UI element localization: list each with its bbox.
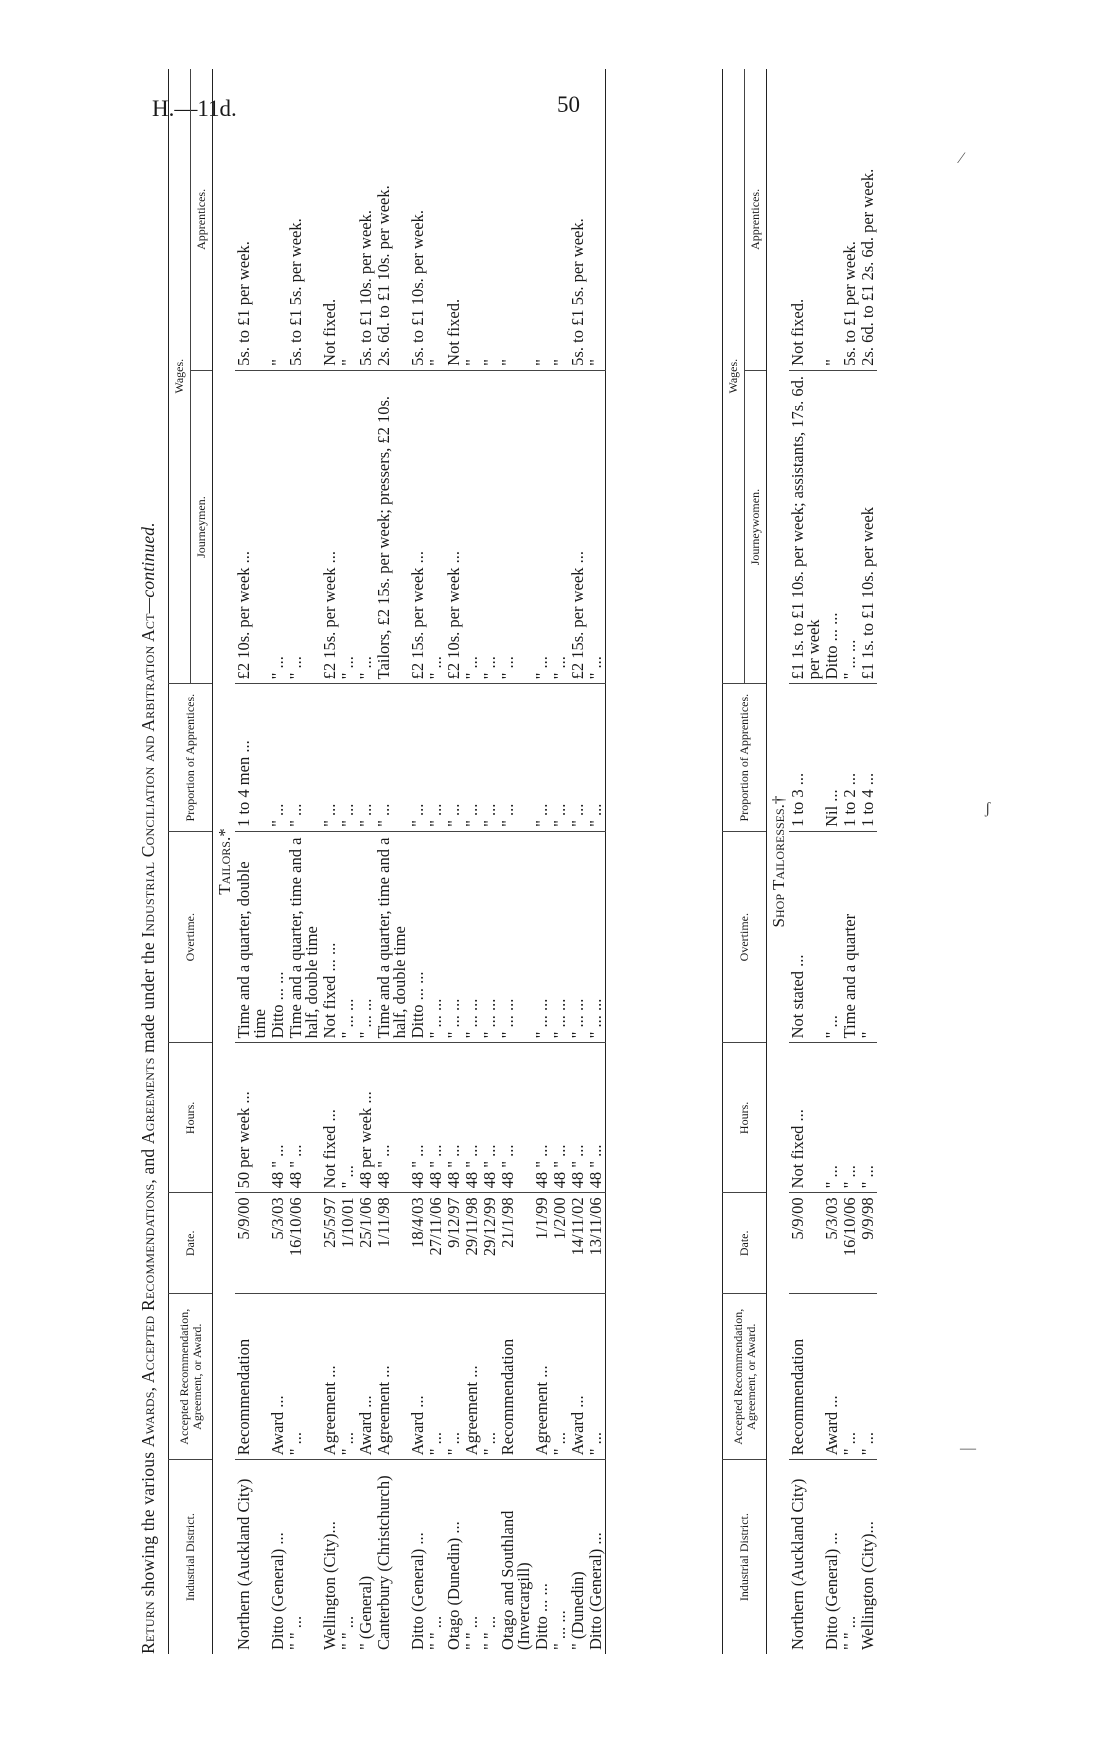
cell-proportion: " ... bbox=[533, 684, 551, 832]
table-row bbox=[841, 69, 859, 1654]
cell-journeywomen: " ... ... bbox=[841, 370, 859, 684]
cell-district: " (General) bbox=[357, 1460, 375, 1654]
ink-speck: — bbox=[960, 1440, 976, 1457]
cell-date: 5/3/03 bbox=[269, 1193, 287, 1294]
cell-journeymen: " ... bbox=[551, 370, 569, 684]
cell-type: " ... bbox=[339, 1294, 357, 1460]
header-row bbox=[723, 69, 745, 1654]
cell-proportion: Nil ... bbox=[823, 684, 841, 832]
cell-type: Recommendation bbox=[235, 1294, 269, 1460]
tailors-table bbox=[168, 69, 606, 1654]
cell-hours: 48 " ... bbox=[427, 1043, 445, 1193]
col-overtime: Overtime. bbox=[723, 831, 767, 1042]
cell-district: Ditto (General) ... bbox=[269, 1460, 287, 1654]
cell-type: Award ... bbox=[823, 1294, 841, 1460]
table-row bbox=[409, 69, 427, 1654]
col-wages: Wages. bbox=[169, 69, 191, 684]
table-row bbox=[357, 69, 375, 1654]
rotated-table-page bbox=[132, 52, 1052, 1654]
cell-date: 9/12/97 bbox=[445, 1193, 463, 1294]
table-row bbox=[269, 69, 287, 1654]
cell-proportion: " ... bbox=[587, 684, 606, 832]
cell-proportion: " ... bbox=[499, 684, 533, 832]
table-row bbox=[499, 69, 533, 1654]
cell-apprentices: " bbox=[338, 359, 357, 366]
cell-proportion: " ... bbox=[287, 684, 321, 832]
col-hours: Hours. bbox=[723, 1043, 767, 1193]
table-row bbox=[427, 69, 445, 1654]
cell-overtime: " bbox=[859, 831, 877, 1042]
cell-district: Northern (Auckland City) bbox=[789, 1460, 823, 1654]
cell-apprentices: " bbox=[586, 359, 605, 366]
cell-overtime: " ... ... bbox=[481, 831, 499, 1042]
cell-district: " " ... bbox=[463, 1460, 481, 1654]
table-row bbox=[321, 69, 339, 1654]
cell-journeymen: £2 15s. per week ... bbox=[409, 370, 427, 684]
table-row bbox=[823, 69, 841, 1654]
cell-type: Agreement ... bbox=[375, 1294, 409, 1460]
cell-journeymen: " ... bbox=[499, 370, 533, 684]
cell-hours: " ... bbox=[823, 1043, 841, 1193]
cell-hours: 48 per week ... bbox=[357, 1043, 375, 1193]
cell-apprentices: " bbox=[426, 359, 445, 366]
cell-overtime: Time and a quarter, time and a half, double time bbox=[375, 831, 409, 1042]
cell-journeymen: Tailors, £2 15s. per week; pressers, £2 10s. bbox=[375, 370, 409, 684]
cell-hours: 50 per week ... bbox=[235, 1043, 269, 1193]
table-row bbox=[789, 69, 823, 1654]
col-proportion: Proportion of Apprentices. bbox=[723, 684, 767, 832]
table-row bbox=[287, 69, 321, 1654]
cell-date: 16/10/06 bbox=[287, 1193, 321, 1294]
table-row bbox=[569, 69, 587, 1654]
cell-overtime: " ... ... bbox=[533, 831, 551, 1042]
table-row bbox=[551, 69, 569, 1654]
section-heading bbox=[767, 69, 790, 1654]
cell-apprentices: Not fixed. bbox=[444, 298, 463, 366]
cell-proportion: " ... bbox=[445, 684, 463, 832]
cell-date: 1/11/98 bbox=[375, 1193, 409, 1294]
cell-overtime: " ... ... bbox=[339, 831, 357, 1042]
cell-hours: Not fixed ... bbox=[789, 1043, 823, 1193]
col-accepted: Accepted Recommendation, Agreement, or Award. bbox=[723, 1294, 767, 1460]
cell-date: 9/9/98 bbox=[859, 1193, 877, 1294]
cell-apprentices: " bbox=[498, 359, 517, 366]
cell-date: 29/12/99 bbox=[481, 1193, 499, 1294]
table-row bbox=[587, 69, 606, 1654]
cell-date: 5/3/03 bbox=[823, 1193, 841, 1294]
table-row bbox=[445, 69, 463, 1654]
cell-date: 27/11/06 bbox=[427, 1193, 445, 1294]
cell-overtime: " ... ... bbox=[551, 831, 569, 1042]
cell-journeywomen: Ditto ... ... bbox=[823, 370, 841, 684]
cell-apprentices: 2s. 6d. to £1 10s. per week. bbox=[374, 185, 393, 366]
cell-district: " " ... bbox=[339, 1460, 357, 1654]
cell-journeymen: £2 10s. per week ... bbox=[235, 370, 269, 684]
cell-district: " (Dunedin) bbox=[569, 1460, 587, 1654]
table-row bbox=[463, 69, 481, 1654]
cell-district: Otago (Dunedin) ... bbox=[445, 1460, 463, 1654]
cell-apprentices: 5s. to £1 10s. per week. bbox=[356, 210, 375, 366]
col-district: Industrial District. bbox=[723, 1460, 767, 1654]
cell-district: " " ... bbox=[287, 1460, 321, 1654]
col-proportion: Proportion of Apprentices. bbox=[169, 684, 213, 832]
tailors-body bbox=[213, 69, 606, 1654]
col-district: Industrial District. bbox=[169, 1460, 213, 1654]
cell-journeymen: " ... bbox=[533, 370, 551, 684]
cell-hours: 48 " ... bbox=[551, 1043, 569, 1193]
cell-overtime: " ... ... bbox=[427, 831, 445, 1042]
cell-district: " ... ... bbox=[551, 1460, 569, 1654]
cell-type: Award ... bbox=[409, 1294, 427, 1460]
col-date: Date. bbox=[169, 1193, 213, 1294]
cell-overtime: " ... ... bbox=[357, 831, 375, 1042]
cell-date: 18/4/03 bbox=[409, 1193, 427, 1294]
cell-hours: " ... bbox=[339, 1043, 357, 1193]
cell-journeymen: " ... bbox=[463, 370, 481, 684]
cell-date: 5/9/00 bbox=[789, 1193, 823, 1294]
cell-district: Ditto ... ... bbox=[533, 1460, 551, 1654]
table-row bbox=[533, 69, 551, 1654]
cell-hours: 48 " ... bbox=[463, 1043, 481, 1193]
cell-apprentices: Not fixed. bbox=[788, 298, 807, 366]
cell-overtime: Ditto ... ... bbox=[269, 831, 287, 1042]
cell-hours: 48 " ... bbox=[481, 1043, 499, 1193]
cell-district: " " ... bbox=[481, 1460, 499, 1654]
table-row bbox=[481, 69, 499, 1654]
col-date: Date. bbox=[723, 1193, 767, 1294]
cell-overtime: " ... ... bbox=[463, 831, 481, 1042]
cell-journeymen: " ... bbox=[269, 370, 287, 684]
cell-proportion: " ... bbox=[481, 684, 499, 832]
tailoresses-body bbox=[767, 69, 878, 1654]
cell-type: " ... bbox=[859, 1294, 877, 1460]
page-number: 50 bbox=[557, 92, 580, 117]
table-row bbox=[859, 69, 877, 1654]
cell-district: Ditto (General) ... bbox=[409, 1460, 427, 1654]
cell-type: Agreement ... bbox=[321, 1294, 339, 1460]
cell-apprentices: " bbox=[462, 359, 481, 366]
cell-journeymen: £2 15s. per week ... bbox=[569, 370, 587, 684]
cell-type: Recommendation bbox=[499, 1294, 533, 1460]
return-title: Return showing the various Awards, Accepted Recommendations, and Agreements made under the Industrial Conciliation and Arbitration Act—continued. bbox=[138, 522, 158, 1654]
table-row bbox=[235, 69, 269, 1654]
cell-date: 13/11/06 bbox=[587, 1193, 606, 1294]
cell-type: " ... bbox=[445, 1294, 463, 1460]
section-heading bbox=[213, 69, 236, 1654]
cell-proportion: " ... bbox=[321, 684, 339, 832]
col-journeywomen: Journeywomen. bbox=[745, 370, 767, 684]
cell-type: " ... bbox=[287, 1294, 321, 1460]
cell-date: 21/1/98 bbox=[499, 1193, 533, 1294]
cell-apprentices: Not fixed. bbox=[320, 298, 339, 366]
cell-hours: " ... bbox=[841, 1043, 859, 1193]
col-apprentices: Apprentices. bbox=[191, 69, 213, 370]
cell-proportion: " ... bbox=[569, 684, 587, 832]
cell-type: Award ... bbox=[569, 1294, 587, 1460]
cell-hours: 48 " ... bbox=[587, 1043, 606, 1193]
cell-type: " ... bbox=[551, 1294, 569, 1460]
cell-proportion: 1 to 3 ... bbox=[789, 684, 823, 832]
document-code: H.—11d. bbox=[152, 96, 237, 121]
cell-hours: 48 " ... bbox=[375, 1043, 409, 1193]
cell-proportion: " ... bbox=[269, 684, 287, 832]
col-wages: Wages. bbox=[723, 69, 745, 684]
cell-overtime: " ... ... bbox=[499, 831, 533, 1042]
cell-date: 29/11/98 bbox=[463, 1193, 481, 1294]
cell-hours: " ... bbox=[859, 1043, 877, 1193]
cell-apprentices: " bbox=[532, 359, 551, 366]
cell-type: Award ... bbox=[357, 1294, 375, 1460]
cell-overtime: " ... bbox=[823, 831, 841, 1042]
cell-hours: 48 " ... bbox=[287, 1043, 321, 1193]
cell-type: " ... bbox=[427, 1294, 445, 1460]
cell-type: " ... bbox=[481, 1294, 499, 1460]
cell-journeymen: " ... bbox=[287, 370, 321, 684]
cell-apprentices: " bbox=[480, 359, 499, 366]
cell-type: " ... bbox=[841, 1294, 859, 1460]
cell-apprentices: 2s. 6d. to £1 2s. 6d. per week. bbox=[858, 168, 877, 366]
cell-overtime: Time and a quarter bbox=[841, 831, 859, 1042]
cell-district: Ditto (General) ... bbox=[587, 1460, 606, 1654]
cell-proportion: 1 to 4 men ... bbox=[235, 684, 269, 832]
cell-proportion: " ... bbox=[409, 684, 427, 832]
cell-date: 5/9/00 bbox=[235, 1193, 269, 1294]
cell-hours: 48 " ... bbox=[533, 1043, 551, 1193]
cell-hours: 48 " ... bbox=[445, 1043, 463, 1193]
cell-proportion: 1 to 2 ... bbox=[841, 684, 859, 832]
cell-hours: 48 " ... bbox=[569, 1043, 587, 1193]
cell-journeymen: " ... bbox=[481, 370, 499, 684]
cell-date: 1/1/99 bbox=[533, 1193, 551, 1294]
cell-journeywomen: £1 1s. to £1 10s. per week bbox=[859, 370, 877, 684]
section-tailoresses: Shop Tailoresses.† bbox=[769, 795, 788, 928]
cell-hours: 48 " ... bbox=[269, 1043, 287, 1193]
cell-proportion: 1 to 4 ... bbox=[859, 684, 877, 832]
cell-apprentices: 5s. to £1 5s. per week. bbox=[286, 218, 305, 366]
cell-overtime: Not fixed ... ... bbox=[321, 831, 339, 1042]
cell-type: Recommendation bbox=[789, 1294, 823, 1460]
cell-type: Agreement ... bbox=[533, 1294, 551, 1460]
cell-district: Ditto (General) ... bbox=[823, 1460, 841, 1654]
cell-district: Otago and Southland (Invercargill) bbox=[499, 1460, 533, 1654]
cell-date: 16/10/06 bbox=[841, 1193, 859, 1294]
cell-type: Agreement ... bbox=[463, 1294, 481, 1460]
ink-speck: ⁄ bbox=[960, 150, 963, 167]
cell-journeymen: £2 10s. per week ... bbox=[445, 370, 463, 684]
cell-date: 1/10/01 bbox=[339, 1193, 357, 1294]
cell-journeymen: " ... bbox=[357, 370, 375, 684]
header-row bbox=[169, 69, 191, 1654]
cell-district: " " ... bbox=[841, 1460, 859, 1654]
ink-speck: ʃ bbox=[985, 800, 991, 817]
col-hours: Hours. bbox=[169, 1043, 213, 1193]
col-overtime: Overtime. bbox=[169, 831, 213, 1042]
cell-district: Wellington (City)... bbox=[859, 1460, 877, 1654]
cell-hours: Not fixed ... bbox=[321, 1043, 339, 1193]
col-accepted: Accepted Recommendation, Agreement, or Award. bbox=[169, 1294, 213, 1460]
cell-overtime: " ... ... bbox=[445, 831, 463, 1042]
cell-district: Northern (Auckland City) bbox=[235, 1460, 269, 1654]
cell-proportion: " ... bbox=[427, 684, 445, 832]
cell-overtime: " ... ... bbox=[587, 831, 606, 1042]
cell-apprentices: " bbox=[268, 359, 287, 366]
cell-apprentices: 5s. to £1 per week. bbox=[234, 241, 253, 366]
cell-apprentices: 5s. to £1 5s. per week. bbox=[568, 218, 587, 366]
cell-overtime: Time and a quarter, double time bbox=[235, 831, 269, 1042]
col-journeymen: Journeymen. bbox=[191, 370, 213, 684]
tailoresses-table bbox=[722, 69, 877, 1654]
cell-district: Canterbury (Christchurch) bbox=[375, 1460, 409, 1654]
cell-journeywomen: £1 1s. to £1 10s. per week; assistants, 17s. 6d. per week bbox=[789, 370, 823, 684]
cell-proportion: " ... bbox=[375, 684, 409, 832]
cell-apprentices: 5s. to £1 per week. bbox=[840, 241, 859, 366]
cell-proportion: " ... bbox=[339, 684, 357, 832]
cell-journeymen: £2 15s. per week ... bbox=[321, 370, 339, 684]
table-row bbox=[375, 69, 409, 1654]
cell-date: 25/1/06 bbox=[357, 1193, 375, 1294]
cell-type: " ... bbox=[587, 1294, 606, 1460]
cell-date: 25/5/97 bbox=[321, 1193, 339, 1294]
cell-hours: 48 " ... bbox=[499, 1043, 533, 1193]
cell-proportion: " ... bbox=[357, 684, 375, 832]
cell-overtime: Not stated ... bbox=[789, 831, 823, 1042]
cell-journeymen: " ... bbox=[427, 370, 445, 684]
cell-overtime: Time and a quarter, time and a half, double time bbox=[287, 831, 321, 1042]
cell-district: Wellington (City)... bbox=[321, 1460, 339, 1654]
col-apprentices: Apprentices. bbox=[745, 69, 767, 370]
cell-district: " " ... bbox=[427, 1460, 445, 1654]
cell-apprentices: " bbox=[550, 359, 569, 366]
cell-overtime: Ditto ... ... bbox=[409, 831, 427, 1042]
cell-overtime: " ... ... bbox=[569, 831, 587, 1042]
section-tailors: Tailors.* bbox=[215, 828, 234, 895]
table-row bbox=[339, 69, 357, 1654]
cell-date: 1/2/00 bbox=[551, 1193, 569, 1294]
cell-date: 14/11/02 bbox=[569, 1193, 587, 1294]
cell-journeymen: " ... bbox=[339, 370, 357, 684]
cell-journeymen: " ... bbox=[587, 370, 606, 684]
cell-proportion: " ... bbox=[551, 684, 569, 832]
cell-proportion: " ... bbox=[463, 684, 481, 832]
cell-apprentices: " bbox=[822, 359, 841, 366]
cell-hours: 48 " ... bbox=[409, 1043, 427, 1193]
cell-apprentices: 5s. to £1 10s. per week. bbox=[408, 210, 427, 366]
cell-type: Award ... bbox=[269, 1294, 287, 1460]
